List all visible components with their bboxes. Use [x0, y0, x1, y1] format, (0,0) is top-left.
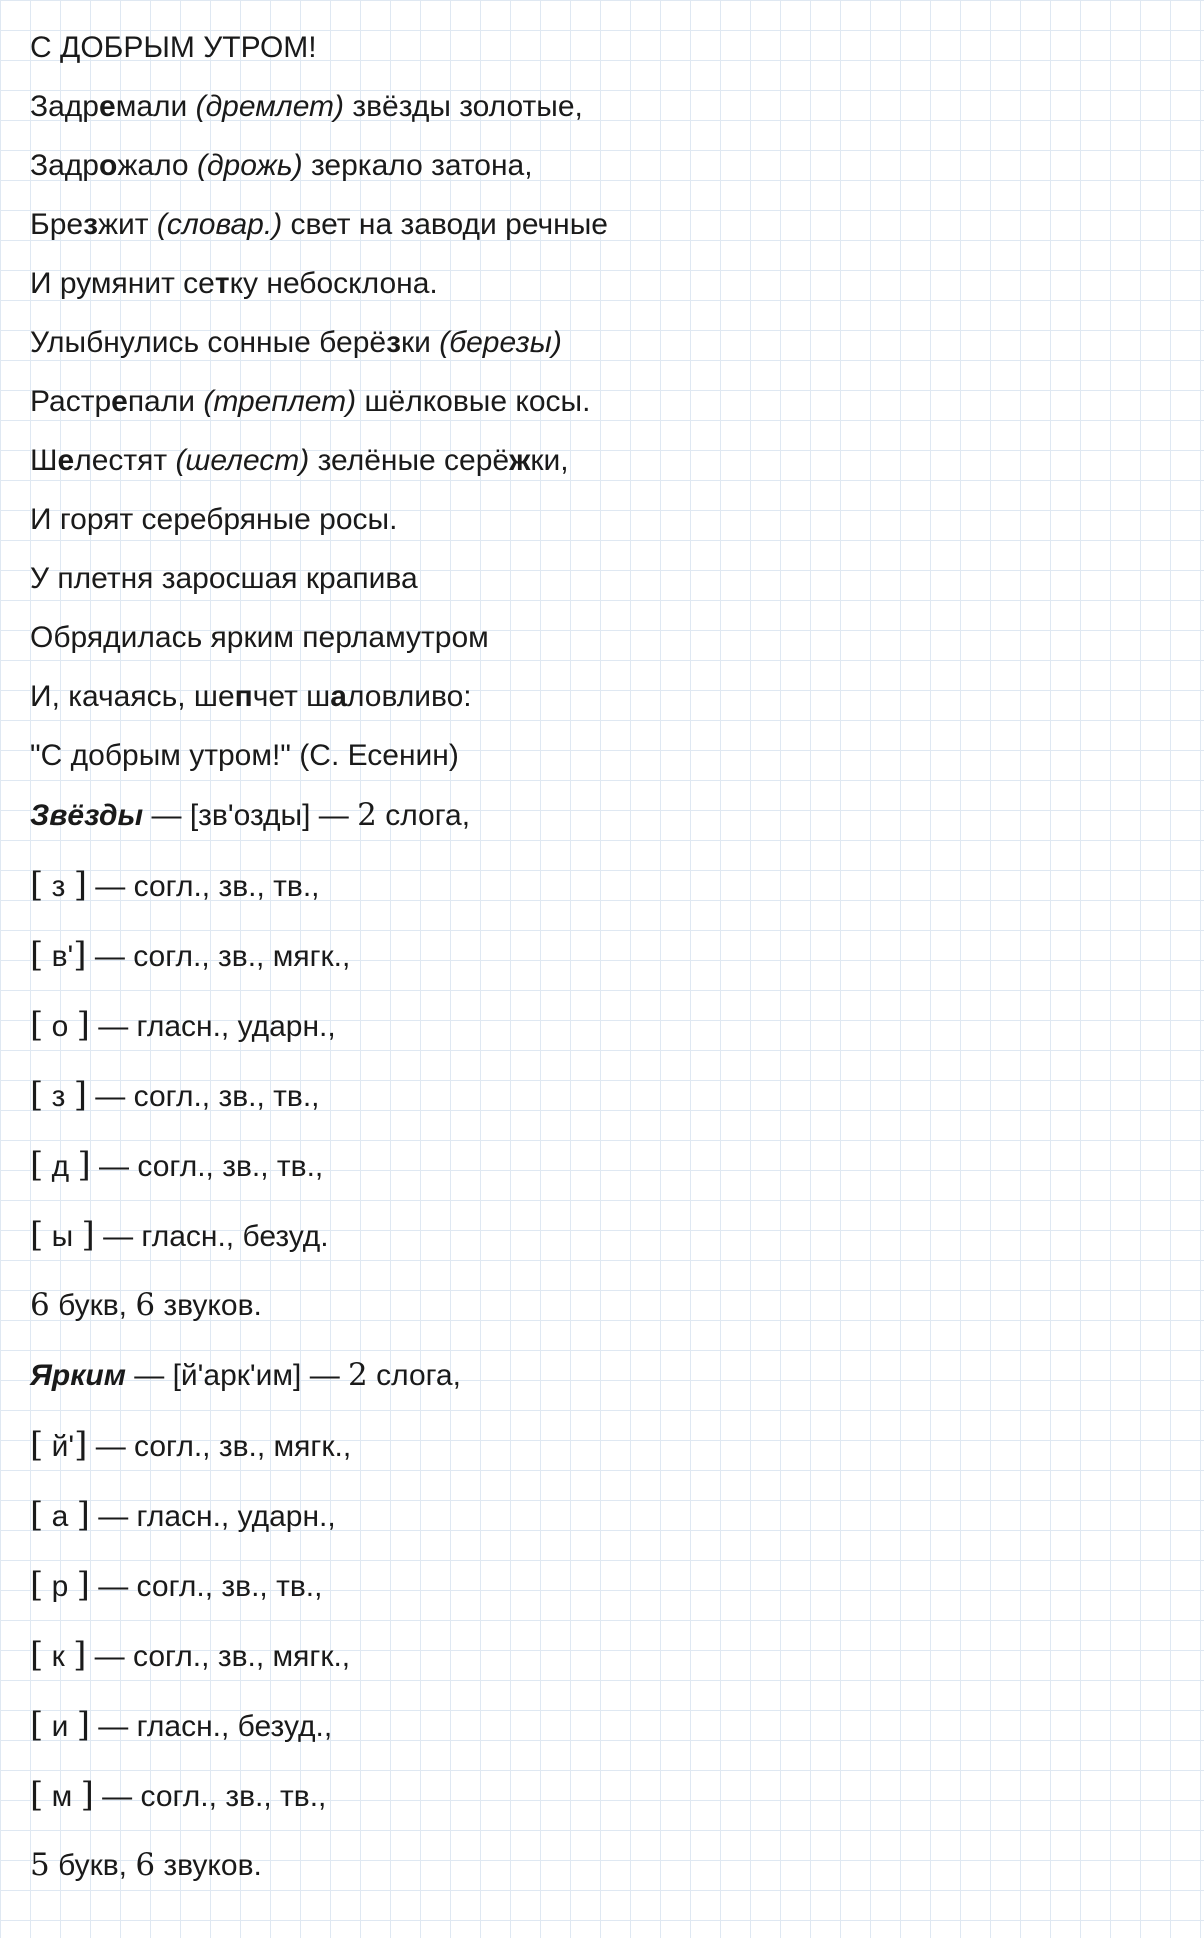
highlighted-letter: е: [57, 444, 75, 477]
sound-description: — согл., зв., мягк.,: [87, 1430, 352, 1463]
sound-row: [30, 1495, 1184, 1565]
sound-description: — согл., зв., тв.,: [89, 1570, 323, 1603]
sound-description: — гласн., безуд.: [94, 1220, 329, 1253]
letter-sound-count: [30, 1845, 1184, 1915]
left-bracket: [: [30, 1425, 44, 1465]
sound-row: [30, 935, 1184, 1005]
highlighted-letter: п: [234, 680, 253, 713]
sounds-count: 6: [135, 1847, 156, 1883]
poem-line: [30, 87, 1184, 146]
letters-label: букв,: [49, 1289, 136, 1322]
poem-line: [30, 500, 1184, 559]
poem-text: зелёные серё: [309, 444, 510, 477]
word-analysis-header: [30, 795, 1184, 865]
letters-label: букв,: [49, 1849, 136, 1882]
check-word: (дрожь): [196, 149, 303, 182]
right-bracket: ]: [76, 1495, 90, 1535]
syllable-label: слога,: [376, 799, 471, 832]
sound: к: [43, 1640, 74, 1673]
poem-line: [30, 323, 1184, 382]
left-bracket: [: [30, 1775, 44, 1815]
left-bracket: [: [30, 1705, 44, 1745]
poem-title: С ДОБРЫМ УТРОМ!: [30, 31, 317, 64]
highlighted-letter: е: [99, 90, 116, 123]
poem-text: "С добрым утром!" (С. Есенин): [30, 739, 459, 772]
poem-text: звёзды золотые,: [344, 90, 583, 123]
poem-text: лестят: [74, 444, 176, 477]
dash: —: [310, 799, 358, 832]
poem-line: [30, 382, 1184, 441]
sound-description: — согл., зв., тв.,: [86, 870, 320, 903]
poem-text: мали: [115, 90, 196, 123]
poem-text: Задр: [30, 90, 99, 123]
sound: р: [43, 1570, 77, 1603]
sound-row: [30, 1425, 1184, 1495]
analyzed-word: Ярким: [30, 1359, 126, 1392]
highlighted-letter: а: [330, 680, 347, 713]
poem: [30, 28, 1184, 795]
word-analysis-header: [30, 1355, 1184, 1425]
poem-line: [30, 618, 1184, 677]
left-bracket: [: [30, 1005, 44, 1045]
poem-text: Бре: [30, 208, 84, 241]
highlighted-letter: о: [99, 149, 118, 182]
check-word: (словар.): [156, 208, 283, 241]
left-bracket: [: [30, 1215, 44, 1255]
poem-text: Ш: [30, 444, 58, 477]
poem-line: [30, 559, 1184, 618]
poem-lines: [30, 87, 1184, 795]
sound-row: [30, 1145, 1184, 1215]
poem-text: зеркало затона,: [302, 149, 533, 182]
left-bracket: [: [30, 935, 44, 975]
dash: —: [301, 1359, 349, 1392]
poem-text: жало: [117, 149, 197, 182]
sound-description: — гласн., ударн.,: [89, 1010, 336, 1043]
dash: —: [143, 799, 190, 832]
sound: м: [43, 1780, 81, 1813]
syllable-count: 2: [348, 1357, 368, 1393]
poem-line: [30, 264, 1184, 323]
transcription: [зв'озды]: [189, 799, 311, 832]
highlighted-letter: з: [83, 208, 98, 241]
right-bracket: ]: [74, 1425, 88, 1465]
poem-text: ки: [401, 326, 440, 359]
letters-count: 6: [30, 1287, 50, 1323]
check-word: (шелест): [175, 444, 310, 477]
sound-description: — гласн., безуд.,: [89, 1710, 333, 1743]
right-bracket: ]: [76, 1705, 90, 1745]
left-bracket: [: [30, 1145, 44, 1185]
sound-description: — согл., зв., тв.,: [93, 1780, 327, 1813]
sound: о: [43, 1010, 77, 1043]
poem-text: ловливо:: [346, 680, 472, 713]
highlighted-letter: з: [386, 326, 401, 359]
sound-row: [30, 1635, 1184, 1705]
right-bracket: ]: [80, 1775, 94, 1815]
highlighted-letter: е: [111, 385, 128, 418]
check-word: (треплет): [203, 385, 357, 418]
document-body: [30, 28, 1184, 1915]
right-bracket: ]: [77, 1145, 91, 1185]
sound-row: [30, 865, 1184, 935]
sound-row: [30, 1005, 1184, 1075]
poem-text: Растр: [30, 385, 112, 418]
poem-text: шёлковые косы.: [356, 385, 591, 418]
poem-text: ки,: [530, 444, 569, 477]
analyzed-word: Звёзды: [30, 799, 144, 832]
poem-text: чет ш: [252, 680, 331, 713]
sound: в': [43, 940, 74, 973]
sound: з: [43, 1080, 74, 1113]
right-bracket: ]: [76, 1565, 90, 1605]
poem-text: У плетня заросшая крапива: [30, 562, 418, 595]
right-bracket: ]: [73, 1635, 87, 1675]
poem-text: Обрядилась ярким перламутром: [30, 621, 489, 654]
sound: д: [43, 1150, 78, 1183]
transcription: [й'арк'им]: [172, 1359, 302, 1392]
letter-sound-count: [30, 1285, 1184, 1355]
sounds-label: звуков.: [155, 1289, 262, 1322]
sound-row: [30, 1775, 1184, 1845]
dash: —: [125, 1359, 173, 1392]
letters-count: 5: [30, 1847, 50, 1883]
poem-text: ку небосклона.: [229, 267, 438, 300]
syllable-label: слога,: [367, 1359, 461, 1392]
sound-description: — согл., зв., тв.,: [90, 1150, 324, 1183]
sound-description: — согл., зв., тв.,: [86, 1080, 320, 1113]
check-word: (березы): [439, 326, 562, 359]
left-bracket: [: [30, 865, 44, 905]
left-bracket: [: [30, 1075, 44, 1115]
poem-text: Задр: [30, 149, 99, 182]
poem-line: [30, 677, 1184, 736]
poem-text: свет на заводи речные: [282, 208, 608, 241]
poem-text: И горят серебряные росы.: [30, 503, 398, 536]
left-bracket: [: [30, 1635, 44, 1675]
sound-row: [30, 1565, 1184, 1635]
poem-line: [30, 205, 1184, 264]
check-word: (дремлет): [195, 90, 345, 123]
left-bracket: [: [30, 1565, 44, 1605]
sound-description: — согл., зв., мягк.,: [86, 940, 351, 973]
right-bracket: ]: [81, 1215, 95, 1255]
sounds-count: 6: [135, 1287, 156, 1323]
right-bracket: ]: [73, 935, 87, 975]
sounds-label: звуков.: [155, 1849, 262, 1882]
poem-text: жит: [97, 208, 157, 241]
sound: а: [43, 1500, 77, 1533]
sound: й': [43, 1430, 75, 1463]
poem-text: И румянит се: [30, 267, 215, 300]
sound: и: [43, 1710, 77, 1743]
phonetic-analysis: [30, 795, 1184, 1915]
sound-description: — согл., зв., мягк.,: [86, 1640, 351, 1673]
highlighted-letter: т: [214, 267, 230, 300]
sound-row: [30, 1075, 1184, 1145]
sound-description: — гласн., ударн.,: [89, 1500, 336, 1533]
poem-line: [30, 441, 1184, 500]
sound-row: [30, 1705, 1184, 1775]
sound: з: [43, 870, 74, 903]
sound-row: [30, 1215, 1184, 1285]
right-bracket: ]: [73, 1075, 87, 1115]
syllable-count: 2: [357, 797, 377, 833]
poem-text: пали: [127, 385, 204, 418]
poem-text: Улыбнулись сонные берё: [30, 326, 387, 359]
sound: ы: [43, 1220, 82, 1253]
left-bracket: [: [30, 1495, 44, 1535]
poem-line: [30, 736, 1184, 795]
poem-line: [30, 146, 1184, 205]
highlighted-letter: ж: [509, 444, 531, 477]
right-bracket: ]: [73, 865, 87, 905]
poem-text: И, качаясь, ше: [30, 680, 235, 713]
right-bracket: ]: [76, 1005, 90, 1045]
